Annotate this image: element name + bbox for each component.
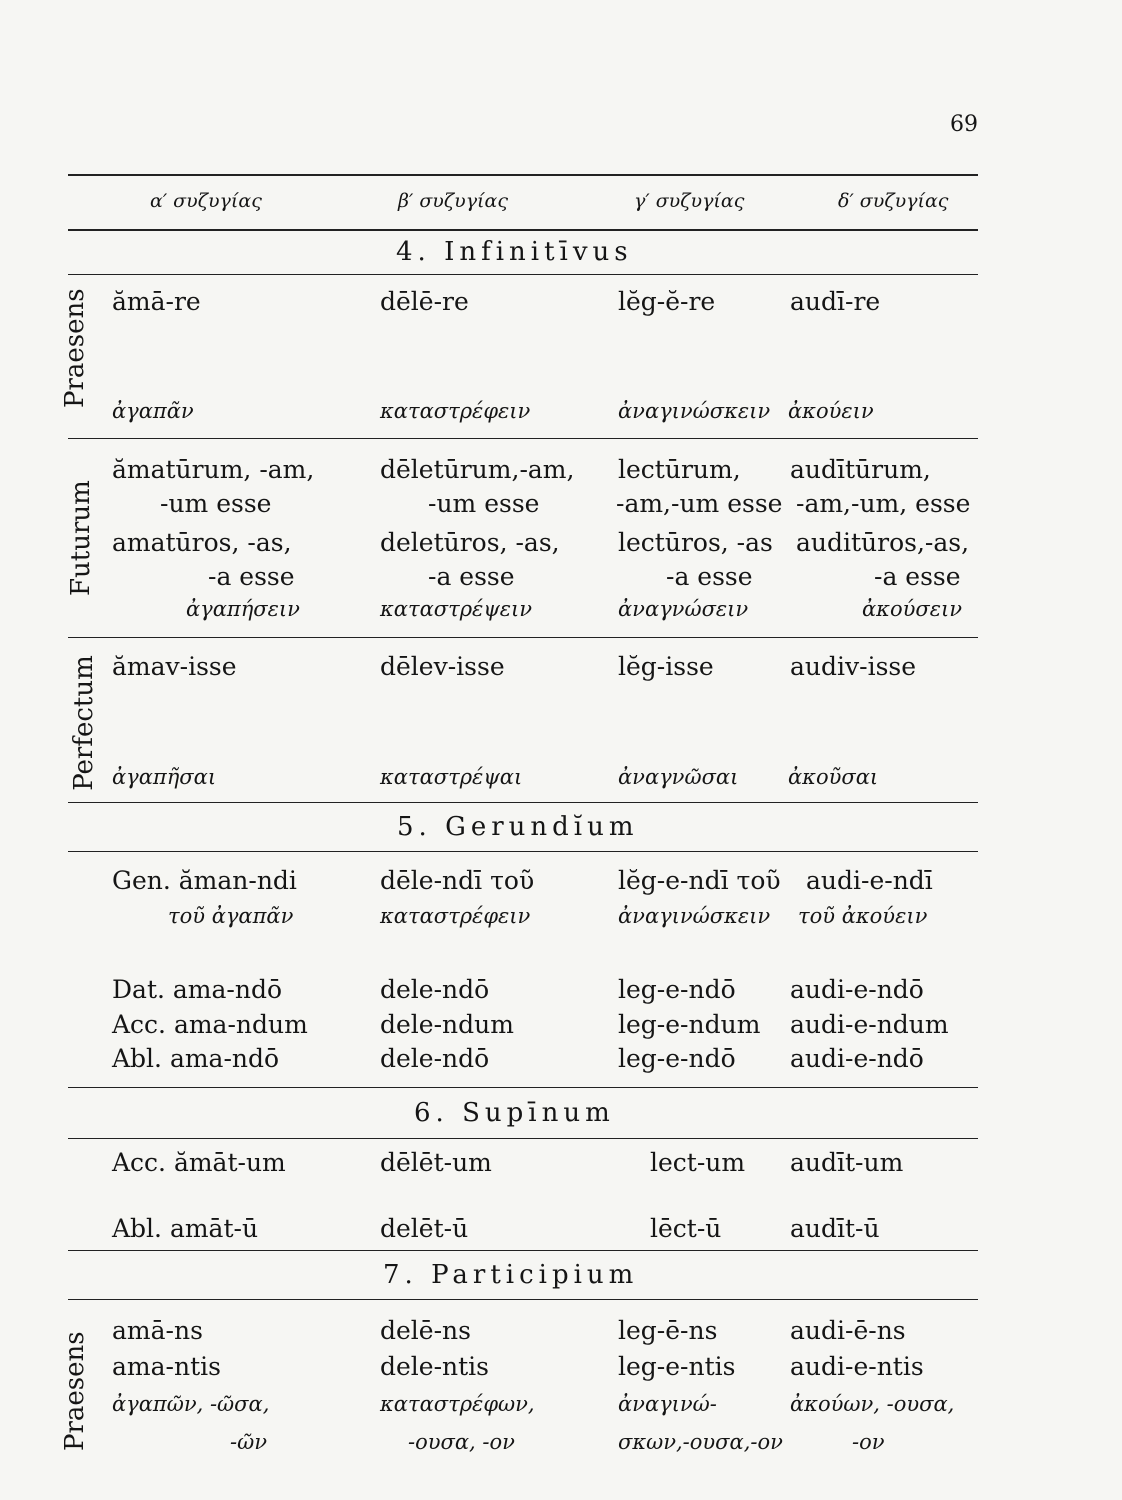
ger-gen-col2: dēle-ndī τοῦ — [380, 866, 535, 895]
header-col-4: δ′ συζυγίας — [838, 190, 949, 212]
inf-praesens-col3: lĕg-ĕ-re — [618, 287, 716, 316]
inf-praesens-col1: ămā-re — [112, 287, 201, 316]
sup-acc-col1: Acc. ămāt-um — [112, 1148, 286, 1177]
section-title-supinum: 6. Supīnum — [414, 1098, 615, 1128]
side-label-perfectum: Perfectum — [69, 655, 99, 791]
sup-abl-col3: lēct-ū — [650, 1214, 722, 1243]
inf-perfectum-greek-col1: ἀγαπῆσαι — [112, 765, 217, 789]
sup-acc-col3: lect-um — [650, 1148, 746, 1177]
rule — [68, 1299, 978, 1300]
ger-abl-col2: dele-ndō — [380, 1044, 490, 1073]
ger-abl-col1: Abl. ama-ndō — [112, 1044, 280, 1073]
inf-perfectum-col2: dēlev-isse — [380, 652, 505, 681]
side-label-futurum: Futurum — [66, 480, 96, 596]
part-greek1-col3: ἀναγινώ- — [618, 1392, 717, 1416]
part-l1-col4: audi-ē-ns — [790, 1316, 906, 1345]
ger-gen-col3: lĕg-e-ndī τοῦ — [618, 866, 781, 895]
ger-dat-col4: audi-e-ndō — [790, 975, 924, 1004]
inf-praesens-greek-col2: καταστρέφειν — [380, 399, 531, 423]
part-greek2-col3: σκων,-ουσα,-ον — [618, 1430, 783, 1454]
ger-gen-greek-col3: ἀναγινώσκειν — [618, 904, 771, 928]
inf-futurum-greek-col4: ἀκούσειν — [862, 597, 962, 621]
rule — [68, 274, 978, 275]
section-title-participium: 7. Participium — [383, 1260, 639, 1290]
inf-futurum-l3-col4: auditūros,-as, — [796, 528, 970, 557]
section-title-gerundium: 5. Gerundĭum — [397, 812, 639, 842]
sup-abl-col4: audīt-ū — [790, 1214, 880, 1243]
inf-praesens-greek-col3: ἀναγινώσκειν — [618, 399, 771, 423]
sup-abl-col2: delēt-ū — [380, 1214, 469, 1243]
inf-futurum-l4-col4: -a esse — [874, 562, 961, 591]
part-greek2-col4: -ον — [852, 1430, 885, 1454]
inf-futurum-l4-col3: -a esse — [666, 562, 753, 591]
rule — [68, 1138, 978, 1139]
inf-praesens-col4: audī-re — [790, 287, 881, 316]
inf-futurum-l1-col4: audītūrum, — [790, 455, 931, 484]
inf-perfectum-col3: lĕg-isse — [618, 652, 714, 681]
inf-futurum-l1-col1: ămatūrum, -am, — [112, 455, 315, 484]
part-l1-col1: amā-ns — [112, 1316, 203, 1345]
section-title-infinitivus: 4. Infinitīvus — [396, 237, 633, 267]
ger-acc-col4: audi-e-ndum — [790, 1010, 949, 1039]
rule — [68, 802, 978, 803]
inf-futurum-l2-col4: -am,-um, esse — [796, 489, 971, 518]
ger-acc-col3: leg-e-ndum — [618, 1010, 761, 1039]
part-greek1-col1: ἀγαπῶν, -ῶσα, — [112, 1392, 270, 1416]
inf-futurum-l2-col2: -um esse — [428, 489, 540, 518]
rule — [68, 438, 978, 439]
part-l2-col3: leg-e-ntis — [618, 1352, 736, 1381]
inf-praesens-greek-col1: ἀγαπᾶν — [112, 399, 194, 423]
ger-dat-col2: dele-ndō — [380, 975, 490, 1004]
rule-header — [68, 229, 978, 231]
rule — [68, 637, 978, 638]
sup-acc-col4: audīt-um — [790, 1148, 904, 1177]
part-greek2-col2: -ουσα, -ον — [408, 1430, 515, 1454]
part-l1-col3: leg-ē-ns — [618, 1316, 718, 1345]
inf-praesens-greek-col4: ἀκούειν — [788, 399, 874, 423]
inf-praesens-col2: dēlē-re — [380, 287, 469, 316]
header-col-3: γ′ συζυγίας — [634, 190, 745, 212]
ger-dat-col3: leg-e-ndō — [618, 975, 736, 1004]
part-greek1-col2: καταστρέφων, — [380, 1392, 535, 1416]
inf-perfectum-greek-col2: καταστρέψαι — [380, 765, 523, 789]
rule — [68, 1250, 978, 1251]
part-l1-col2: delē-ns — [380, 1316, 471, 1345]
rule-top — [68, 174, 978, 176]
inf-futurum-l4-col1: -a esse — [208, 562, 295, 591]
ger-gen-greek-col2: καταστρέφειν — [380, 904, 531, 928]
inf-perfectum-greek-col4: ἀκοῦσαι — [788, 765, 879, 789]
ger-abl-col4: audi-e-ndō — [790, 1044, 924, 1073]
ger-acc-col1: Acc. ama-ndum — [112, 1010, 308, 1039]
inf-futurum-l2-col3: -am,-um esse — [616, 489, 783, 518]
inf-futurum-greek-col3: ἀναγνώσειν — [618, 597, 749, 621]
inf-perfectum-greek-col3: ἀναγνῶσαι — [618, 765, 739, 789]
ger-abl-col3: leg-e-ndō — [618, 1044, 736, 1073]
side-label-praesens: Praesens — [60, 288, 90, 408]
inf-futurum-l1-col3: lectūrum, — [618, 455, 741, 484]
ger-gen-greek-col1: τοῦ ἀγαπᾶν — [168, 904, 294, 928]
part-greek2-col1: -ῶν — [230, 1430, 267, 1454]
header-col-1: α′ συζυγίας — [150, 190, 262, 212]
header-col-2: β′ συζυγίας — [398, 190, 508, 212]
side-label-praesens-participium: Praesens — [60, 1331, 90, 1451]
sup-acc-col2: dēlēt-um — [380, 1148, 492, 1177]
page-number: 69 — [950, 112, 978, 137]
inf-perfectum-col4: audiv-isse — [790, 652, 917, 681]
ger-dat-col1: Dat. ama-ndō — [112, 975, 283, 1004]
inf-futurum-greek-col2: καταστρέψειν — [380, 597, 533, 621]
sup-abl-col1: Abl. amāt-ū — [112, 1214, 259, 1243]
part-l2-col1: ama-ntis — [112, 1352, 221, 1381]
ger-acc-col2: dele-ndum — [380, 1010, 514, 1039]
part-l2-col2: dele-ntis — [380, 1352, 490, 1381]
ger-gen-col4: audi-e-ndī — [806, 866, 933, 895]
ger-gen-col1: Gen. ăman-ndi — [112, 866, 297, 895]
part-greek1-col4: ἀκούων, -ουσα, — [790, 1392, 955, 1416]
inf-perfectum-col1: ămav-isse — [112, 652, 237, 681]
ger-gen-greek-col4: τοῦ ἀκούειν — [798, 904, 928, 928]
inf-futurum-l1-col2: dēletūrum,-am, — [380, 455, 575, 484]
part-l2-col4: audi-e-ntis — [790, 1352, 924, 1381]
inf-futurum-greek-col1: ἀγαπήσειν — [186, 597, 300, 621]
inf-futurum-l4-col2: -a esse — [428, 562, 515, 591]
rule — [68, 1087, 978, 1088]
inf-futurum-l3-col1: amatūros, -as, — [112, 528, 292, 557]
inf-futurum-l2-col1: -um esse — [160, 489, 272, 518]
rule — [68, 851, 978, 852]
inf-futurum-l3-col3: lectūros, -as — [618, 528, 773, 557]
inf-futurum-l3-col2: deletūros, -as, — [380, 528, 560, 557]
